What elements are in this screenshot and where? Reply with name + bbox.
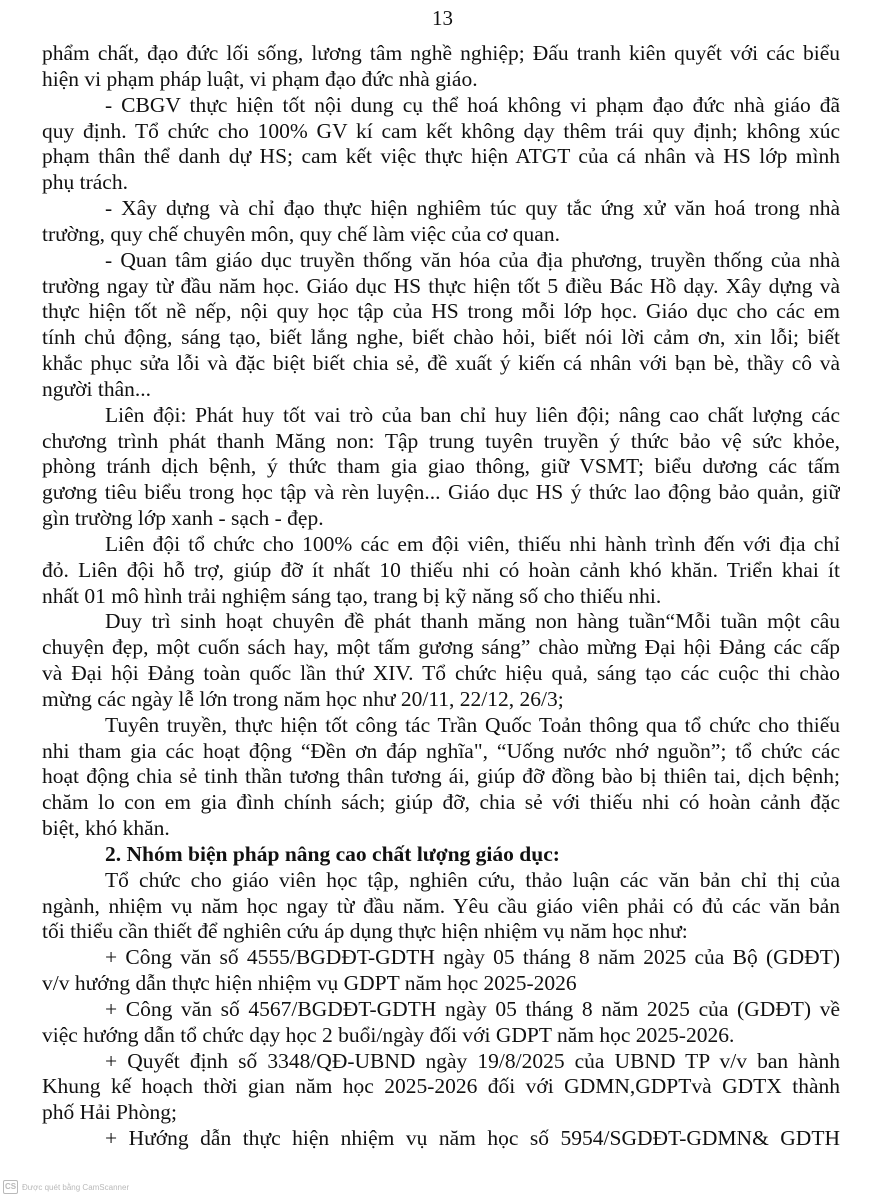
text-line: và Đại hội Đảng toàn quốc lần thứ XIV. Tổ chức hiệu quả, sáng tạo các cuộc thi chào: [42, 661, 840, 685]
page-number: 13: [432, 6, 453, 30]
text-line: việc hướng dẫn tổ chức dạy học 2 buổi/ngày đối với GDPT năm học 2025-2026.: [42, 1022, 735, 1047]
text-line: gương tiêu biểu trong học tập và rèn luyện... Giáo dục HS ý thức lao động bảo quản, giữ: [42, 480, 840, 505]
text-line: biệt, khó khăn.: [42, 816, 170, 840]
text-line: + Hướng dẫn thực hiện nhiệm vụ năm học số 5954/SGDĐT-GDMN& GDTH: [105, 1126, 840, 1150]
text-line: tính chủ động, sáng tạo, biết lắng nghe, biết chào hỏi, biết nói lời cảm ơn, xin lỗi; biết: [42, 325, 840, 350]
text-line: + Quyết định số 3348/QĐ-UBND ngày 19/8/2025 của UBND TP v/v ban hành: [105, 1048, 840, 1073]
text-line: chuyện đẹp, một cuốn sách hay, một tấm gương sáng” chào mừng Đại hội Đảng các cấp: [42, 635, 840, 660]
text-line: Liên đội tổ chức cho 100% các em đội viên, thiếu nhi hành trình đến với địa chỉ: [105, 531, 840, 556]
text-line: trường, quy chế chuyên môn, quy chế làm việc của cơ quan.: [42, 221, 560, 246]
text-line: Duy trì sinh hoạt chuyên đề phát thanh măng non hàng tuần“Mỗi tuần một câu: [105, 609, 840, 634]
watermark-text: Được quét bằng CamScanner: [22, 1182, 130, 1192]
text-line: đỏ. Liên đội hỗ trợ, giúp đỡ ít nhất 10 thiếu nhi có hoàn cảnh khó khăn. Triển khai ít: [42, 557, 840, 582]
text-line: phụ trách.: [42, 170, 128, 195]
text-line: Tuyên truyền, thực hiện tốt công tác Trần Quốc Toản thông qua tổ chức cho thiếu: [105, 712, 840, 737]
text-line: hoạt động chia sẻ tinh thần tương thân tương ái, giúp đỡ đồng bào bị thiên tai, dịch bệnh;: [42, 764, 840, 789]
text-line: phố Hải Phòng;: [42, 1100, 177, 1125]
text-line: mừng các ngày lễ lớn trong năm học như 20/11, 22/12, 26/3;: [42, 686, 564, 711]
text-line: trường ngay từ đầu năm học. Giáo dục HS thực hiện tốt 5 điều Bác Hồ dạy. Xây dựng và: [42, 273, 840, 298]
text-line: nhi tham gia các hoạt động “Đền ơn đáp nghĩa", “Uống nước nhớ nguồn”; tổ chức các: [42, 738, 840, 763]
text-line: phòng tránh dịch bệnh, ý thức tham gia giao thông, giữ VSMT; biểu dương các tấm: [42, 454, 840, 479]
text-line: chăm lo con em gia đình chính sách; giúp đỡ, chia sẻ với thiếu nhi có hoàn cảnh đặc: [42, 790, 840, 815]
text-line: gìn trường lớp xanh - sạch - đẹp.: [42, 506, 324, 530]
text-line: phạm thân thể danh dự HS; cam kết việc thực hiện ATGT của cá nhân và HS lớp mình: [42, 144, 840, 169]
text-line: người thân...: [42, 376, 152, 401]
text-line: ngành, nhiệm vụ năm học ngay từ đầu năm. Yêu cầu giáo viên phải có đủ các văn bản: [42, 893, 840, 918]
text-line: tối thiểu cần thiết để nghiên cứu áp dụng thực hiện nhiệm vụ năm học như:: [42, 919, 688, 944]
text-line: Liên đội: Phát huy tốt vai trò của ban chỉ huy liên đội; nâng cao chất lượng các: [105, 402, 840, 427]
text-line: hiện vi phạm pháp luật, vi phạm đạo đức nhà giáo.: [42, 66, 478, 91]
text-line: chương trình phát thanh Măng non: Tập trung tuyên truyền ý thức bảo vệ sức khỏe,: [42, 428, 840, 453]
text-line: - Xây dựng và chỉ đạo thực hiện nghiêm túc quy tắc ứng xử văn hoá trong nhà: [105, 196, 840, 220]
camscanner-logo-icon: CS: [3, 1180, 18, 1194]
text-line: v/v hướng dẫn thực hiện nhiệm vụ GDPT năm học 2025-2026: [42, 971, 577, 995]
text-line: nhất 01 mô hình trải nghiệm sáng tạo, trang bị kỹ năng số cho thiếu nhi.: [42, 583, 662, 608]
text-line: - CBGV thực hiện tốt nội dung cụ thể hoá không vi phạm đạo đức nhà giáo đã: [105, 92, 840, 117]
text-line: Khung kế hoạch thời gian năm học 2025-2026 đối với GDMN,GDPTvà GDTX thành: [42, 1074, 840, 1099]
text-line: Tổ chức cho giáo viên học tập, nghiên cứu, thảo luận các văn bản chỉ thị của: [105, 867, 840, 892]
text-line: - Quan tâm giáo dục truyền thống văn hóa của địa phương, truyền thống của nhà: [105, 247, 840, 272]
text-line: + Công văn số 4567/BGDĐT-GDTH ngày 05 tháng 8 năm 2025 của (GDĐT) về: [105, 996, 840, 1021]
text-line: + Công văn số 4555/BGDĐT-GDTH ngày 05 tháng 8 năm 2025 của Bộ (GDĐT): [105, 945, 840, 970]
section-heading: 2. Nhóm biện pháp nâng cao chất lượng giáo dục:: [105, 841, 560, 866]
text-line: khắc phục sửa lỗi và đặc biệt biết chia sẻ, đề xuất ý kiến cá nhân với bạn bè, thầy cô và: [42, 351, 840, 375]
text-line: quy định. Tổ chức cho 100% GV kí cam kết không dạy thêm trái quy định; không xúc: [42, 118, 840, 143]
camscanner-watermark: [3, 1180, 129, 1194]
text-line: thực hiện tốt nề nếp, nội quy học tập của HS trong mỗi lớp học. Giáo dục cho các em: [42, 299, 840, 324]
text-line: phẩm chất, đạo đức lối sống, lương tâm nghề nghiệp; Đấu tranh kiên quyết với các biểu: [42, 41, 840, 65]
